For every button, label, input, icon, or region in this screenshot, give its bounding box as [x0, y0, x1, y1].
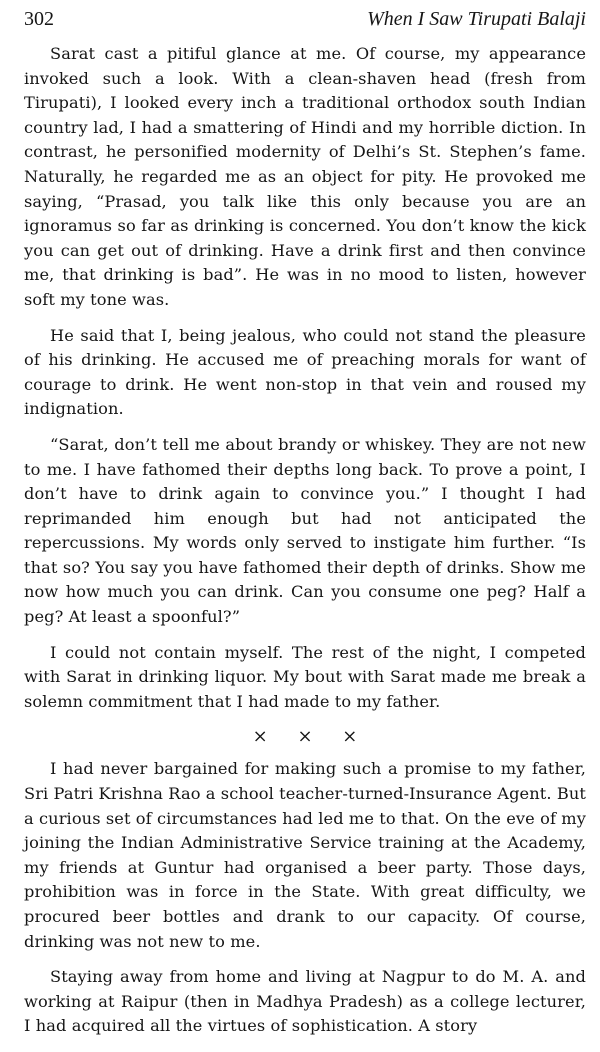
paragraph: Sarat cast a pitiful glance at me. Of course, my appearance invoked such a look. With a clean-shaven head (fresh from Tirupati), I looked every inch a traditional orthodox south Indian country lad, I had a smattering of Hindi and my horrible diction. In contrast, he personified modernity of Delhi’s St. Stephen’s fame. Naturally, he regarded me as an object for pity. He provoked me saying, “Prasad, you talk like this only because you are an ignoramus so far as drinking is concerned. You don’t know the kick you can get out of drinking. Have a drink first and then convince me, that drinking is bad”. He was in no mood to listen, however soft my tone was. — [24, 44, 586, 309]
paragraph: I had never bargained for making such a promise to my father, Sri Patri Krishna Rao a school teacher-turned-Insurance Agent. But a curious set of circumstances had led me to that. On the eve of my joining the Indian Administrative Service training at the Academy, my friends at Guntur had organised a beer party. Those days, prohibition was in force in the State. With great difficulty, we procured beer bottles and drank to our capacity. Of course, drinking was not new to me. — [24, 759, 586, 951]
page-number: 302 — [24, 8, 54, 30]
section-break: × × × — [252, 726, 370, 748]
running-header — [24, 8, 586, 42]
paragraph: I could not contain myself. The rest of the night, I competed with Sarat in drinking liquor. My bout with Sarat made me break a solemn commitment that I had made to my father. — [24, 642, 586, 711]
paragraph: “Sarat, don’t tell me about brandy or whiskey. They are not new to me. I have fathomed their depths long back. To prove a point, I don’t have to drink again to convince you.” I thought I had reprimanded him enough but had not anticipated the repercussions. My words only served to instigate him further. “Is that so? You say you have fathomed their depth of drinks. Show me now how much you can drink. Can you consume one peg? Half a peg? At least a spoonful?” — [24, 434, 586, 627]
running-title: When I Saw Tirupati Balaji — [367, 8, 586, 30]
body-text — [24, 42, 586, 1039]
paragraph: Staying away from home and living at Nagpur to do M. A. and working at Raipur (then in Madhya Pradesh) as a college lecturer, I had acquired all the virtues of sophistication. A story — [24, 967, 586, 1036]
paragraph: He said that I, being jealous, who could not stand the pleasure of his drinking. He accused me of preaching morals for want of courage to drink. He went non-stop in that vein and roused my indignation. — [24, 325, 586, 419]
book-page — [24, 8, 586, 1039]
